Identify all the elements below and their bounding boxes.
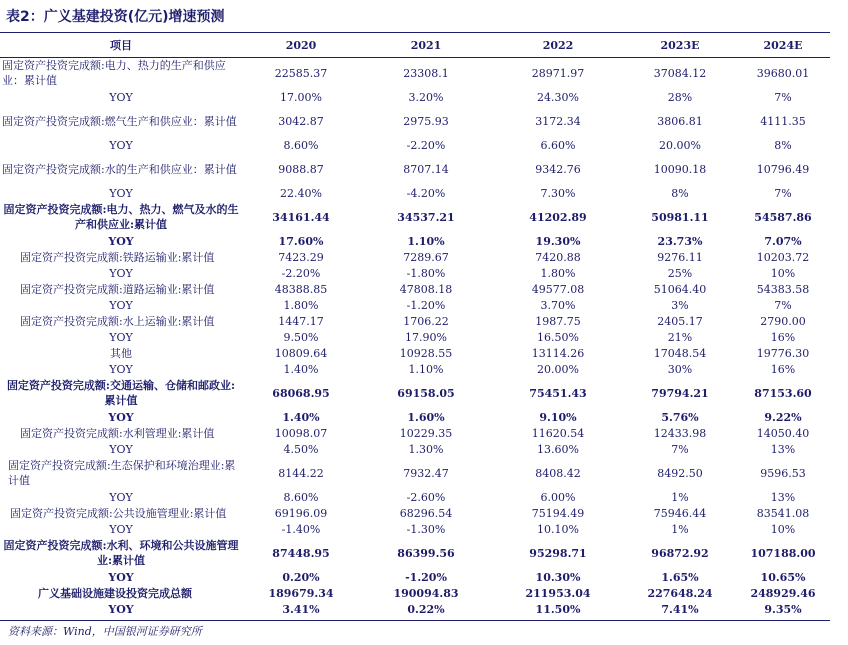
cell-value: 68296.54: [399, 506, 453, 520]
table-row: [0, 361, 830, 377]
cell-value: 17.90%: [405, 330, 447, 344]
cell-value: 13114.26: [531, 346, 585, 360]
row-label: YOY: [109, 186, 133, 200]
cell-value: 11.50%: [535, 602, 581, 616]
col-header-2022: 2022: [542, 38, 574, 52]
cell-value: 3.20%: [408, 90, 444, 104]
cell-value: 7289.67: [403, 250, 449, 264]
cell-value: 1987.75: [535, 314, 581, 328]
cell-value: 1.10%: [408, 362, 444, 376]
cell-value: 8.60%: [283, 138, 319, 152]
cell-value: -1.30%: [406, 522, 446, 536]
cell-value: 107188.00: [750, 546, 816, 560]
table-row: [0, 249, 830, 265]
cell-value: 1.40%: [283, 362, 319, 376]
cell-value: 1.10%: [407, 234, 445, 248]
col-header-2020: 2020: [285, 38, 317, 52]
cell-value: 3172.34: [535, 114, 581, 128]
table-row: [0, 265, 830, 281]
cell-value: 19.30%: [535, 234, 581, 248]
cell-value: 7%: [671, 442, 689, 456]
table-title: 表2：广义基建投资(亿元)增速预测: [6, 9, 225, 25]
row-label: YOY: [108, 410, 134, 424]
source-note: 资料来源：Wind，中国银河证券研究所: [8, 625, 202, 638]
row-label: YOY: [109, 522, 133, 536]
table-row: [0, 425, 830, 441]
cell-value: -1.20%: [406, 298, 446, 312]
cell-value: 3806.81: [657, 114, 703, 128]
cell-value: 50981.11: [651, 210, 709, 224]
cell-value: 10809.64: [274, 346, 328, 360]
cell-value: 14050.40: [756, 426, 810, 440]
cell-value: 21%: [667, 330, 693, 344]
cell-value: 10203.72: [756, 250, 810, 264]
cell-value: 22585.37: [274, 66, 328, 80]
row-label: YOY: [109, 330, 133, 344]
cell-value: 6.00%: [540, 490, 576, 504]
row-label: YOY: [109, 298, 133, 312]
cell-value: 1.60%: [407, 410, 445, 424]
cell-value: 69158.05: [397, 386, 455, 400]
cell-value: 1.80%: [540, 266, 576, 280]
cell-value: 7%: [774, 90, 792, 104]
cell-value: 10%: [770, 522, 796, 536]
cell-value: 3.70%: [540, 298, 576, 312]
cell-value: 11620.54: [531, 426, 585, 440]
table-row: [0, 409, 830, 425]
cell-value: 10.65%: [760, 570, 806, 584]
cell-value: 17.00%: [280, 90, 322, 104]
cell-value: 75946.44: [653, 506, 707, 520]
cell-value: 2405.17: [657, 314, 703, 328]
cell-value: 10796.49: [756, 162, 810, 176]
cell-value: 2975.93: [403, 114, 449, 128]
cell-value: 13.60%: [537, 442, 579, 456]
cell-value: 10229.35: [399, 426, 453, 440]
table-row: [0, 537, 830, 569]
row-label: 广义基础设施建设投资完成总额: [38, 586, 192, 600]
cell-value: 8707.14: [403, 162, 449, 176]
cell-value: 13%: [770, 442, 796, 456]
cell-value: 1%: [671, 490, 689, 504]
row-label: YOY: [109, 266, 133, 280]
row-label: YOY: [109, 90, 133, 104]
cell-value: 28%: [667, 90, 693, 104]
cell-value: 49577.08: [531, 282, 585, 296]
row-label: 固定资产投资完成额:水利管理业:累计值: [20, 426, 215, 440]
cell-value: 23.73%: [657, 234, 703, 248]
table-row: [0, 313, 830, 329]
table-row: [0, 521, 830, 537]
cell-value: 7420.88: [535, 250, 581, 264]
cell-value: 87448.95: [272, 546, 330, 560]
cell-value: 9276.11: [657, 250, 703, 264]
cell-value: 25%: [667, 266, 693, 280]
cell-value: 17.60%: [278, 234, 324, 248]
row-label: 固定资产投资完成额:铁路运输业:累计值: [20, 250, 215, 264]
table-row: [0, 57, 830, 89]
table-row: [0, 185, 830, 201]
cell-value: 79794.21: [651, 386, 709, 400]
row-label: 固定资产投资完成额:燃气生产和供应业：累计值: [2, 114, 237, 128]
row-label: YOY: [109, 442, 133, 456]
col-header-2023e: 2023E: [660, 38, 700, 52]
cell-value: 1.80%: [283, 298, 319, 312]
cell-value: 34161.44: [272, 210, 330, 224]
cell-value: 1.65%: [661, 570, 699, 584]
row-label: YOY: [108, 602, 134, 616]
cell-value: 10090.18: [653, 162, 707, 176]
row-label: 固定资产投资完成额:交通运输、仓储和邮政业:累计值: [6, 379, 236, 407]
cell-value: 24.30%: [537, 90, 579, 104]
cell-value: 7%: [774, 186, 792, 200]
cell-value: 190094.83: [393, 586, 459, 600]
cell-value: 54383.58: [756, 282, 810, 296]
cell-value: 75451.43: [529, 386, 587, 400]
cell-value: 9088.87: [278, 162, 324, 176]
cell-value: 1706.22: [403, 314, 449, 328]
row-label: 其他: [110, 346, 132, 360]
cell-value: 87153.60: [754, 386, 812, 400]
col-header-item: 项目: [110, 39, 132, 52]
cell-value: 0.22%: [407, 602, 445, 616]
cell-value: 22.40%: [280, 186, 322, 200]
cell-value: 1.30%: [408, 442, 444, 456]
table-row: [0, 569, 830, 585]
cell-value: 9.10%: [539, 410, 577, 424]
row-label: 固定资产投资完成额:水的生产和供应业：累计值: [2, 162, 237, 176]
cell-value: 9596.53: [760, 466, 806, 480]
cell-value: 28971.97: [531, 66, 585, 80]
cell-value: 5.76%: [661, 410, 699, 424]
row-label: 固定资产投资完成额:公共设施管理业:累计值: [10, 506, 227, 520]
row-label: YOY: [109, 362, 133, 376]
cell-value: 75194.49: [531, 506, 585, 520]
table-row: [0, 137, 830, 153]
cell-value: 10.10%: [537, 522, 579, 536]
cell-value: 20.00%: [659, 138, 701, 152]
cell-value: 4111.35: [760, 114, 806, 128]
cell-value: 2790.00: [760, 314, 806, 328]
cell-value: 3%: [671, 298, 689, 312]
table-row: [0, 105, 830, 137]
cell-value: 3042.87: [278, 114, 324, 128]
cell-value: 9.35%: [764, 602, 802, 616]
cell-value: 10928.55: [399, 346, 453, 360]
cell-value: 7932.47: [403, 466, 449, 480]
cell-value: 9.22%: [764, 410, 802, 424]
cell-value: 227648.24: [647, 586, 713, 600]
cell-value: -1.20%: [405, 570, 447, 584]
cell-value: 6.60%: [540, 138, 576, 152]
cell-value: 9342.76: [535, 162, 581, 176]
cell-value: 41202.89: [529, 210, 587, 224]
table-row: [0, 585, 830, 601]
table-row: [0, 457, 830, 489]
row-label: YOY: [109, 490, 133, 504]
row-label: 固定资产投资完成额:水利、环境和公共设施管理业:累计值: [3, 539, 239, 567]
cell-value: 68068.95: [272, 386, 330, 400]
cell-value: -1.40%: [281, 522, 321, 536]
cell-value: -2.20%: [281, 266, 321, 280]
cell-value: 16%: [770, 362, 796, 376]
cell-value: 189679.34: [268, 586, 334, 600]
cell-value: 83541.08: [756, 506, 810, 520]
cell-value: 8%: [774, 138, 792, 152]
table-row: [0, 345, 830, 361]
cell-value: 12433.98: [653, 426, 707, 440]
table-row: [0, 297, 830, 313]
table-row: [0, 201, 830, 233]
cell-value: 4.50%: [283, 442, 319, 456]
cell-value: 1%: [671, 522, 689, 536]
cell-value: 7423.29: [278, 250, 324, 264]
header-row: [0, 33, 830, 57]
row-label: YOY: [108, 234, 134, 248]
cell-value: 0.20%: [282, 570, 320, 584]
cell-value: 9.50%: [283, 330, 319, 344]
investment-table: [0, 33, 830, 617]
cell-value: 10.30%: [535, 570, 581, 584]
cell-value: 95298.71: [529, 546, 587, 560]
cell-value: 211953.04: [525, 586, 591, 600]
cell-value: 39680.01: [756, 66, 810, 80]
row-label: YOY: [108, 570, 134, 584]
row-label: 固定资产投资完成额:电力、热力的生产和供应业：累计值: [2, 59, 226, 87]
cell-value: 48388.85: [274, 282, 328, 296]
table-row: [0, 281, 830, 297]
table-row: [0, 505, 830, 521]
cell-value: 51064.40: [653, 282, 707, 296]
cell-value: 86399.56: [397, 546, 455, 560]
cell-value: 20.00%: [537, 362, 579, 376]
col-header-2024e: 2024E: [763, 38, 803, 52]
cell-value: 7%: [774, 298, 792, 312]
cell-value: 23308.1: [403, 66, 449, 80]
row-label: 固定资产投资完成额:电力、热力、燃气及水的生产和供应业:累计值: [3, 203, 239, 231]
cell-value: 8%: [671, 186, 689, 200]
cell-value: 1447.17: [278, 314, 324, 328]
cell-value: 8.60%: [283, 490, 319, 504]
table-row: [0, 601, 830, 617]
table-row: [0, 329, 830, 345]
cell-value: 16.50%: [537, 330, 579, 344]
cell-value: 37084.12: [653, 66, 707, 80]
cell-value: 13%: [770, 490, 796, 504]
table-row: [0, 441, 830, 457]
row-label: 固定资产投资完成额:生态保护和环境治理业:累计值: [8, 459, 236, 487]
cell-value: 34537.21: [397, 210, 455, 224]
table-row: [0, 89, 830, 105]
row-label: 固定资产投资完成额:道路运输业:累计值: [20, 282, 215, 296]
cell-value: 8144.22: [278, 466, 324, 480]
cell-value: 7.30%: [540, 186, 576, 200]
cell-value: 8492.50: [657, 466, 703, 480]
cell-value: 54587.86: [754, 210, 812, 224]
cell-value: -4.20%: [406, 186, 446, 200]
cell-value: 16%: [770, 330, 796, 344]
cell-value: 30%: [667, 362, 693, 376]
table-row: [0, 489, 830, 505]
cell-value: 69196.09: [274, 506, 328, 520]
cell-value: 7.07%: [764, 234, 802, 248]
bottom-rule: [0, 620, 830, 621]
cell-value: 7.41%: [661, 602, 699, 616]
cell-value: -1.80%: [406, 266, 446, 280]
cell-value: 17048.54: [653, 346, 707, 360]
cell-value: 3.41%: [282, 602, 320, 616]
cell-value: 47808.18: [399, 282, 453, 296]
cell-value: 1.40%: [282, 410, 320, 424]
cell-value: 248929.46: [750, 586, 816, 600]
table-row: [0, 153, 830, 185]
col-header-2021: 2021: [410, 38, 442, 52]
cell-value: -2.20%: [406, 138, 446, 152]
table-row: [0, 377, 830, 409]
cell-value: 10%: [770, 266, 796, 280]
row-label: 固定资产投资完成额:水上运输业:累计值: [20, 314, 215, 328]
cell-value: 96872.92: [651, 546, 709, 560]
row-label: YOY: [109, 138, 133, 152]
cell-value: 10098.07: [274, 426, 328, 440]
table-row: [0, 233, 830, 249]
cell-value: 8408.42: [535, 466, 581, 480]
cell-value: -2.60%: [406, 490, 446, 504]
cell-value: 19776.30: [756, 346, 810, 360]
